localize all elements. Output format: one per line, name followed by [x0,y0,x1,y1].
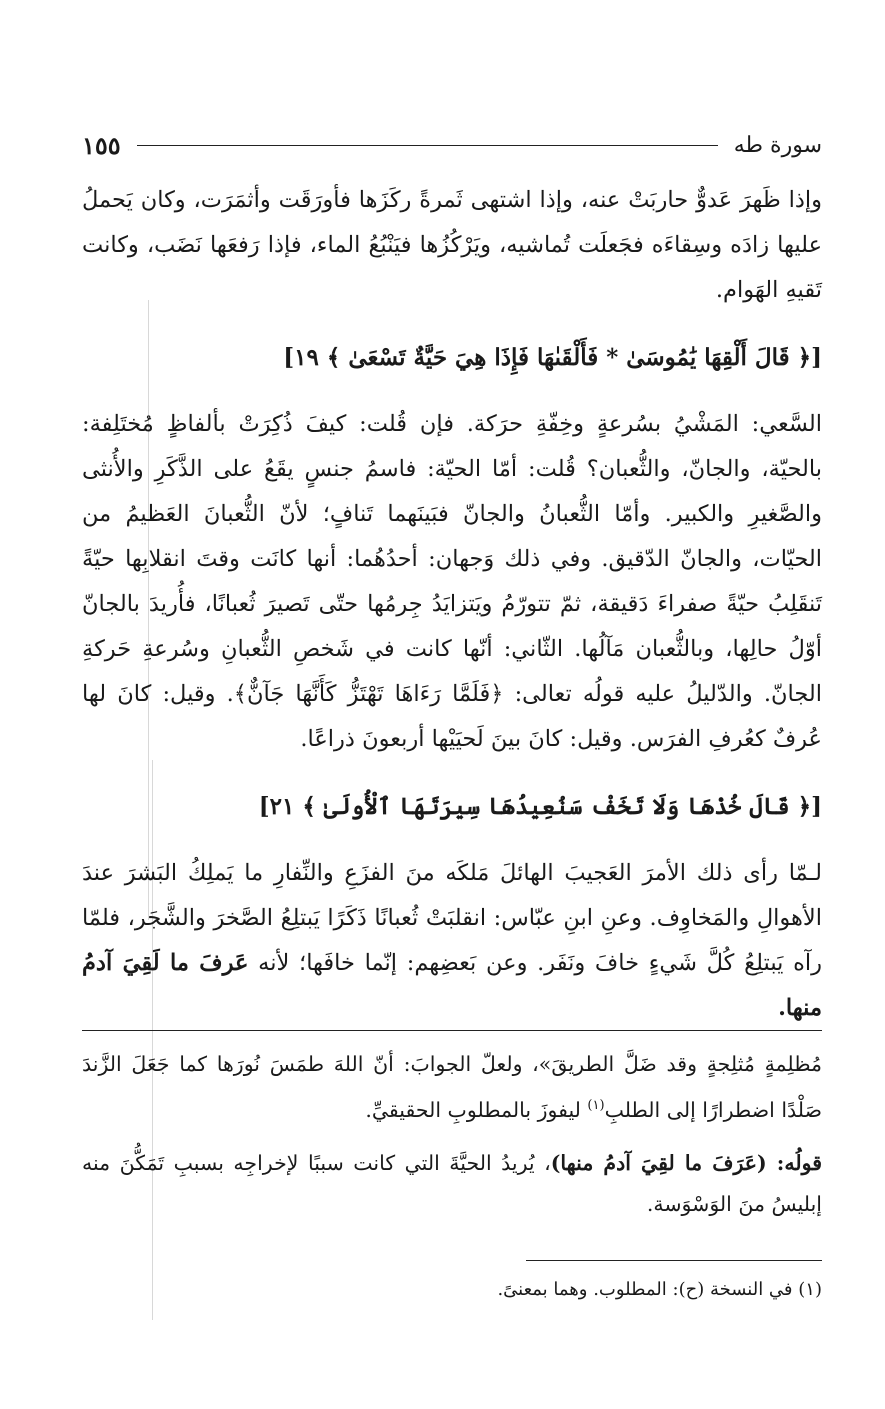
main-text [82,178,822,1031]
footnote: (١) في النسخة (ح): المطلوب. وهما بمعنىً. [497,1279,822,1300]
note-text: ، يُريدُ الحيَّةَ التي كانت سببًا لإخراجِه بسببِ تَمَكُّنَ منه إبليسُ منَ الوَسْوَسة. [82,1150,822,1216]
marginal-notes [82,1044,822,1225]
surah-title: سورة طه [733,132,822,158]
note-text: ليفوزَ بالمطلوبِ الحقيقيِّ. [365,1097,588,1122]
commentary-paragraph: السَّعي: المَشْيُ بسُرعةٍ وخِفّةِ حرَكة. فإن قُلت: كيفَ ذُكِرَتْ بألفاظٍ مُختَلِفة: بالحيّة، والجانّ، والثُّعبان؟ قُلت: أمّا الحيّة: فاسمُ جنسٍ يقَعُ على الذَّكَرِ والأُنثى والصَّغيرِ والكبير. وأمّا الثُّعبانُ والجانّ فبَينَهما تَنافٍ؛ لأنّ الثُّعبانَ العَظيمُ من الحيّات، والجانّ الدّقيق. وفي ذلك وَجهان: أحدُهُما: أنها كانَت وقتَ انقلابِها حيّةً تَنقَلِبُ حيّةً صفراءَ دَقيقة، ثمّ تتورّمُ ويَتزايَدُ جِرمُها حتّى تَصيرَ ثُعبانًا، فأُريدَ بالجانّ أوّلُ حالِها، وبالثُّعبان مَآلُها. الثّاني: أنّها كانت في شَخصِ الثُّعبانِ وسُرعةِ حَركةِ الجانّ. والدّليلُ عليه قولُه تعالى: ﴿فَلَمَّا رَءَاهَا تَهْتَزُّ كَأَنَّهَا جَآنٌّ﴾. وقيل: كانَ لها عُرفٌ كعُرفِ الفرَس. وقيل: كانَ بينَ لَحيَيْها أربعونَ ذراعًا. [82,411,822,752]
highlighted-phrase: عَرفَ ما لَقِيَ آدمُ منها. [82,950,822,1021]
notes-divider [82,1030,822,1031]
note-paragraph [82,1143,822,1225]
commentary-paragraph [82,851,822,1031]
commentary-text: لـمّا رأى ذلك الأمرَ العَجيبَ الهائلَ مَلكَه منَ الفزَعِ والنِّفارِ ما يَملِكُ البَشرَ عندَ الأهوالِ والمَخاوِف. وعنِ ابنِ عبّاس: انقلبَتْ ثُعبانًا ذَكَرًا يَبتلِعُ الصَّخرَ والشَّجَر، فلمّا رآه يَبتلِعُ كُلَّ شَيءٍ خافَ ونَفَر. وعن بَعضِهم: إنّما خافَها؛ لأنه [82,860,822,976]
quran-verse: [﴿ قَالَ أَلْقِهَا يَٰمُوسَىٰ * فَأَلْقَىٰهَا فَإِذَا هِيَ حَيَّةٌ تَسْعَىٰ ﴾ ١٩] [283,344,822,371]
footnote-ref: (١) [587,1098,605,1113]
page-number: ١٥٥ [82,130,121,160]
commentary-paragraph: وإذا ظَهرَ عَدوٌّ حاربَتْ عنه، وإذا اشتهى ثَمرةً ركَزَها فأورَقَت وأثمَرَت، وكان يَحملُ عليها زادَه وسِقاءَه فجَعلَت تُماشيه، ويَرْكُزُها فيَنْبُعُ الماء، فإذا رَفعَها نَضَب، وكانت تَقيهِ الهَوام. [82,187,822,303]
quran-verse: [﴿ قَالَ خُذْهَا وَلَا تَخَفْ سَنُعِيدُهَا سِيرَتَهَا ٱلْأُولَىٰ ﴾ ٢١] [258,793,822,820]
note-paragraph [82,1044,822,1131]
page-header [82,128,822,162]
footnote-divider [526,1260,822,1261]
note-text: مُظلِمةٍ مُثلِجةٍ وقد ضَلَّ الطريقَ»، ولعلّ الجوابَ: أنّ اللهَ طمَسَ نُورَها كما جَعَلَ الزَّندَ صَلْدًا اضطرارًا إلى الطلبِ [82,1052,822,1122]
note-lemma: قولُه: (عَرَفَ ما لقِيَ آدمُ منها) [550,1150,822,1175]
header-rule [137,145,718,146]
